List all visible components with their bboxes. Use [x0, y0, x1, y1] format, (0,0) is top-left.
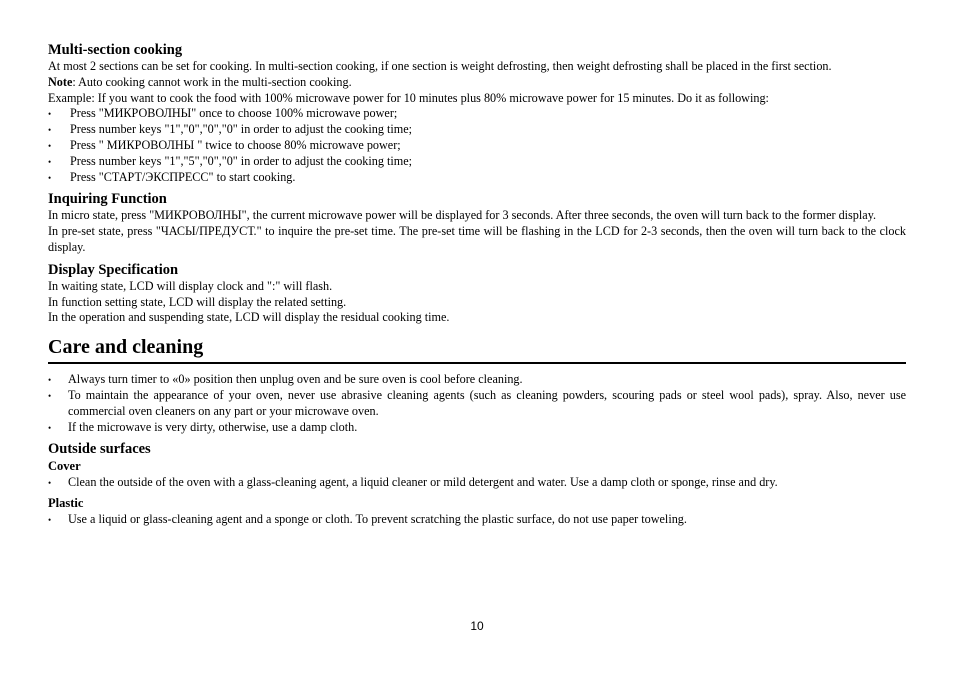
- care-list: [48, 372, 906, 435]
- display-specification: [48, 261, 906, 326]
- document-page: [48, 41, 906, 528]
- multi-paragraph: At most 2 sections can be set for cooking. In multi-section cooking, if one section is weight defrosting, then weight defrosting shall be placed in the first section.: [48, 59, 832, 73]
- multi-note: [48, 75, 906, 91]
- care-and-cleaning-title: Care and cleaning: [48, 335, 906, 364]
- inquiring-function: [48, 190, 906, 255]
- multi-example: Example: If you want to cook the food with 100% microwave power for 10 minutes plus 80% microwave power for 15 minutes. Do it as following:: [48, 90, 769, 105]
- list-item: • Press " МИКРОВОЛНЫ " twice to choose 80% microwave power;: [48, 138, 906, 154]
- multi-section-cooking: [48, 41, 906, 185]
- section-heading-outside: Outside surfaces: [48, 441, 151, 458]
- list-item: • Clean the outside of the oven with a glass-cleaning agent, a liquid cleaner or mild detergent and water. Use a damp cloth or sponge, rinse and dry.: [48, 475, 906, 491]
- plastic-list: [48, 512, 906, 528]
- subheading-plastic: Plastic: [48, 496, 84, 511]
- note-label: Note: [48, 74, 73, 89]
- subheading-cover: Cover: [48, 459, 81, 474]
- list-item: • Use a liquid or glass-cleaning agent and a sponge or cloth. To prevent scratching the plastic surface, do not use paper toweling.: [48, 512, 906, 528]
- outside-surfaces: [48, 440, 906, 528]
- cover-list: [48, 475, 906, 491]
- section-heading-display: Display Specification: [48, 261, 179, 278]
- list-item: • Press "СТАРТ/ЭКСПРЕСС" to start cooking.: [48, 170, 906, 186]
- list-item: • If the microwave is very dirty, otherwise, use a damp cloth.: [48, 420, 906, 436]
- display-line: In the operation and suspending state, LCD will display the residual cooking time.: [48, 310, 450, 325]
- inquiring-paragraph-2: In pre-set state, press "ЧАСЫ/ПРЕДУСТ." to inquire the pre-set time. The pre-set time will be flashing in the LCD for 2-3 seconds, then the oven will turn back to the clock display.: [48, 224, 906, 254]
- list-item: • Press "МИКРОВОЛНЫ" once to choose 100% microwave power;: [48, 106, 906, 122]
- multi-steps-list: [48, 106, 906, 185]
- display-line: In waiting state, LCD will display clock and ":" will flash.: [48, 278, 333, 293]
- section-heading-multi: Multi-section cooking: [48, 42, 183, 58]
- inquiring-paragraph-1: In micro state, press "МИКРОВОЛНЫ", the current microwave power will be displayed for 3 seconds. After three seconds, the oven will turn back to the former display.: [48, 208, 877, 223]
- note-text: : Auto cooking cannot work in the multi-section cooking.: [72, 74, 352, 89]
- list-item: • Press number keys "1","0","0","0" in order to adjust the cooking time;: [48, 122, 906, 138]
- display-line: In function setting state, LCD will display the related setting.: [48, 294, 347, 309]
- section-heading-inquiring: Inquiring Function: [48, 191, 167, 208]
- list-item: • Press number keys "1","5","0","0" in order to adjust the cooking time;: [48, 154, 906, 170]
- list-item: • To maintain the appearance of your oven, never use abrasive cleaning agents (such as cleaning powders, scouring pads or steel wool pads), spray. Also, never use commercial oven cleaners on any part or your microwave oven.: [48, 388, 906, 420]
- list-item: • Always turn timer to «0» position then unplug oven and be sure oven is cool before cleaning.: [48, 372, 906, 388]
- page-number: 10: [470, 619, 484, 633]
